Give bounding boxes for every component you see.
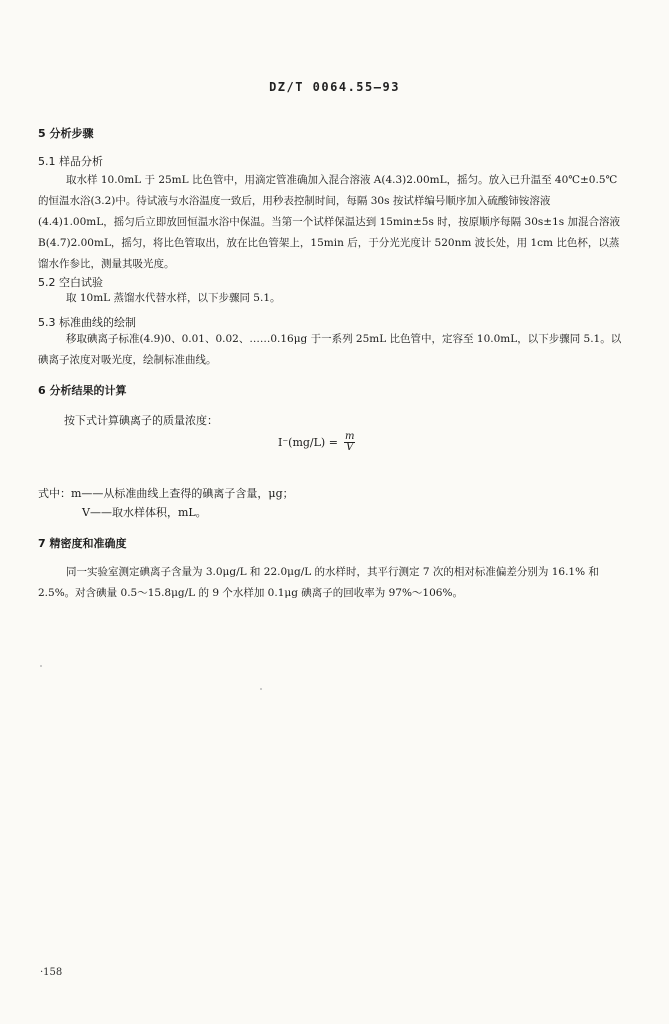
- formula-fraction: [344, 432, 355, 453]
- page-number: ·158: [40, 967, 63, 978]
- section-5-title: 5 分析步骤: [38, 127, 94, 140]
- section-5-2-body: [38, 288, 622, 309]
- section-5-1-title: 5.1 样品分析: [38, 155, 103, 168]
- formula-denominator: V: [346, 442, 354, 453]
- section-7-text: 同一实验室测定碘离子含量为 3.0μg/L 和 22.0μg/L 的水样时，其平行测定 7 次的相对标准偏差分别为 16.1% 和 2.5%。对含碘量 0.5～15.8μg/L 的 9 个水样加 0.1μg 碘离子的回收率为 97%～106%。: [38, 566, 599, 599]
- section-5-2-text: 取 10mL 蒸馏水代替水样，以下步骤同 5.1。: [66, 292, 281, 304]
- section-5-1-body: [38, 170, 622, 275]
- section-5-2-title: 5.2 空白试验: [38, 276, 103, 289]
- section-6-intro: 按下式计算碘离子的质量浓度：: [64, 414, 218, 427]
- section-5-3-body: [38, 329, 622, 371]
- scan-speck: [40, 665, 42, 667]
- section-7-title: 7 精密度和准确度: [38, 537, 127, 550]
- standard-header: DZ/T 0064.55—93: [269, 80, 400, 94]
- section-5-1-text: 取水样 10.0mL 于 25mL 比色管中，用滴定管准确加入混合溶液 A(4.3)2.00mL，摇匀。放入已升温至 40℃±0.5℃ 的恒温水浴(3.2)中。待试液与水浴温度一致后，用秒表控制时间，每隔 30s 按试样编号顺序加入硫酸铈铵溶液(4.4)1.00mL，摇匀后立即放回恒温水浴中保温。当第一个试样保温达到 15min±5s 时，按原顺序每隔 30s±1s 加混合溶液 B(4.7)2.00mL，摇匀，将比色管取出，放在比色管架上，15min 后，于分光光度计 520nm 波长处，用 1cm 比色杯，以蒸馏水作参比，测量其吸光度。: [38, 174, 620, 270]
- section-7-body: [38, 562, 622, 604]
- where-v: V——取水样体积，mL。: [82, 506, 207, 519]
- section-6-title: 6 分析结果的计算: [38, 384, 127, 397]
- formula-numerator: m: [344, 431, 355, 442]
- where-m: 式中：m——从标准曲线上查得的碘离子含量，μg；: [38, 487, 294, 500]
- iodide-formula: [278, 432, 355, 453]
- formula-lhs: I⁻(mg/L) =: [278, 436, 338, 449]
- section-5-3-text: 移取碘离子标准(4.9)0、0.01、0.02、……0.16μg 于一系列 25mL 比色管中，定容至 10.0mL，以下步骤同 5.1。以碘离子浓度对吸光度，绘制标准曲线。: [38, 333, 622, 366]
- scan-speck: [260, 688, 262, 690]
- section-5-3-title: 5.3 标准曲线的绘制: [38, 316, 136, 329]
